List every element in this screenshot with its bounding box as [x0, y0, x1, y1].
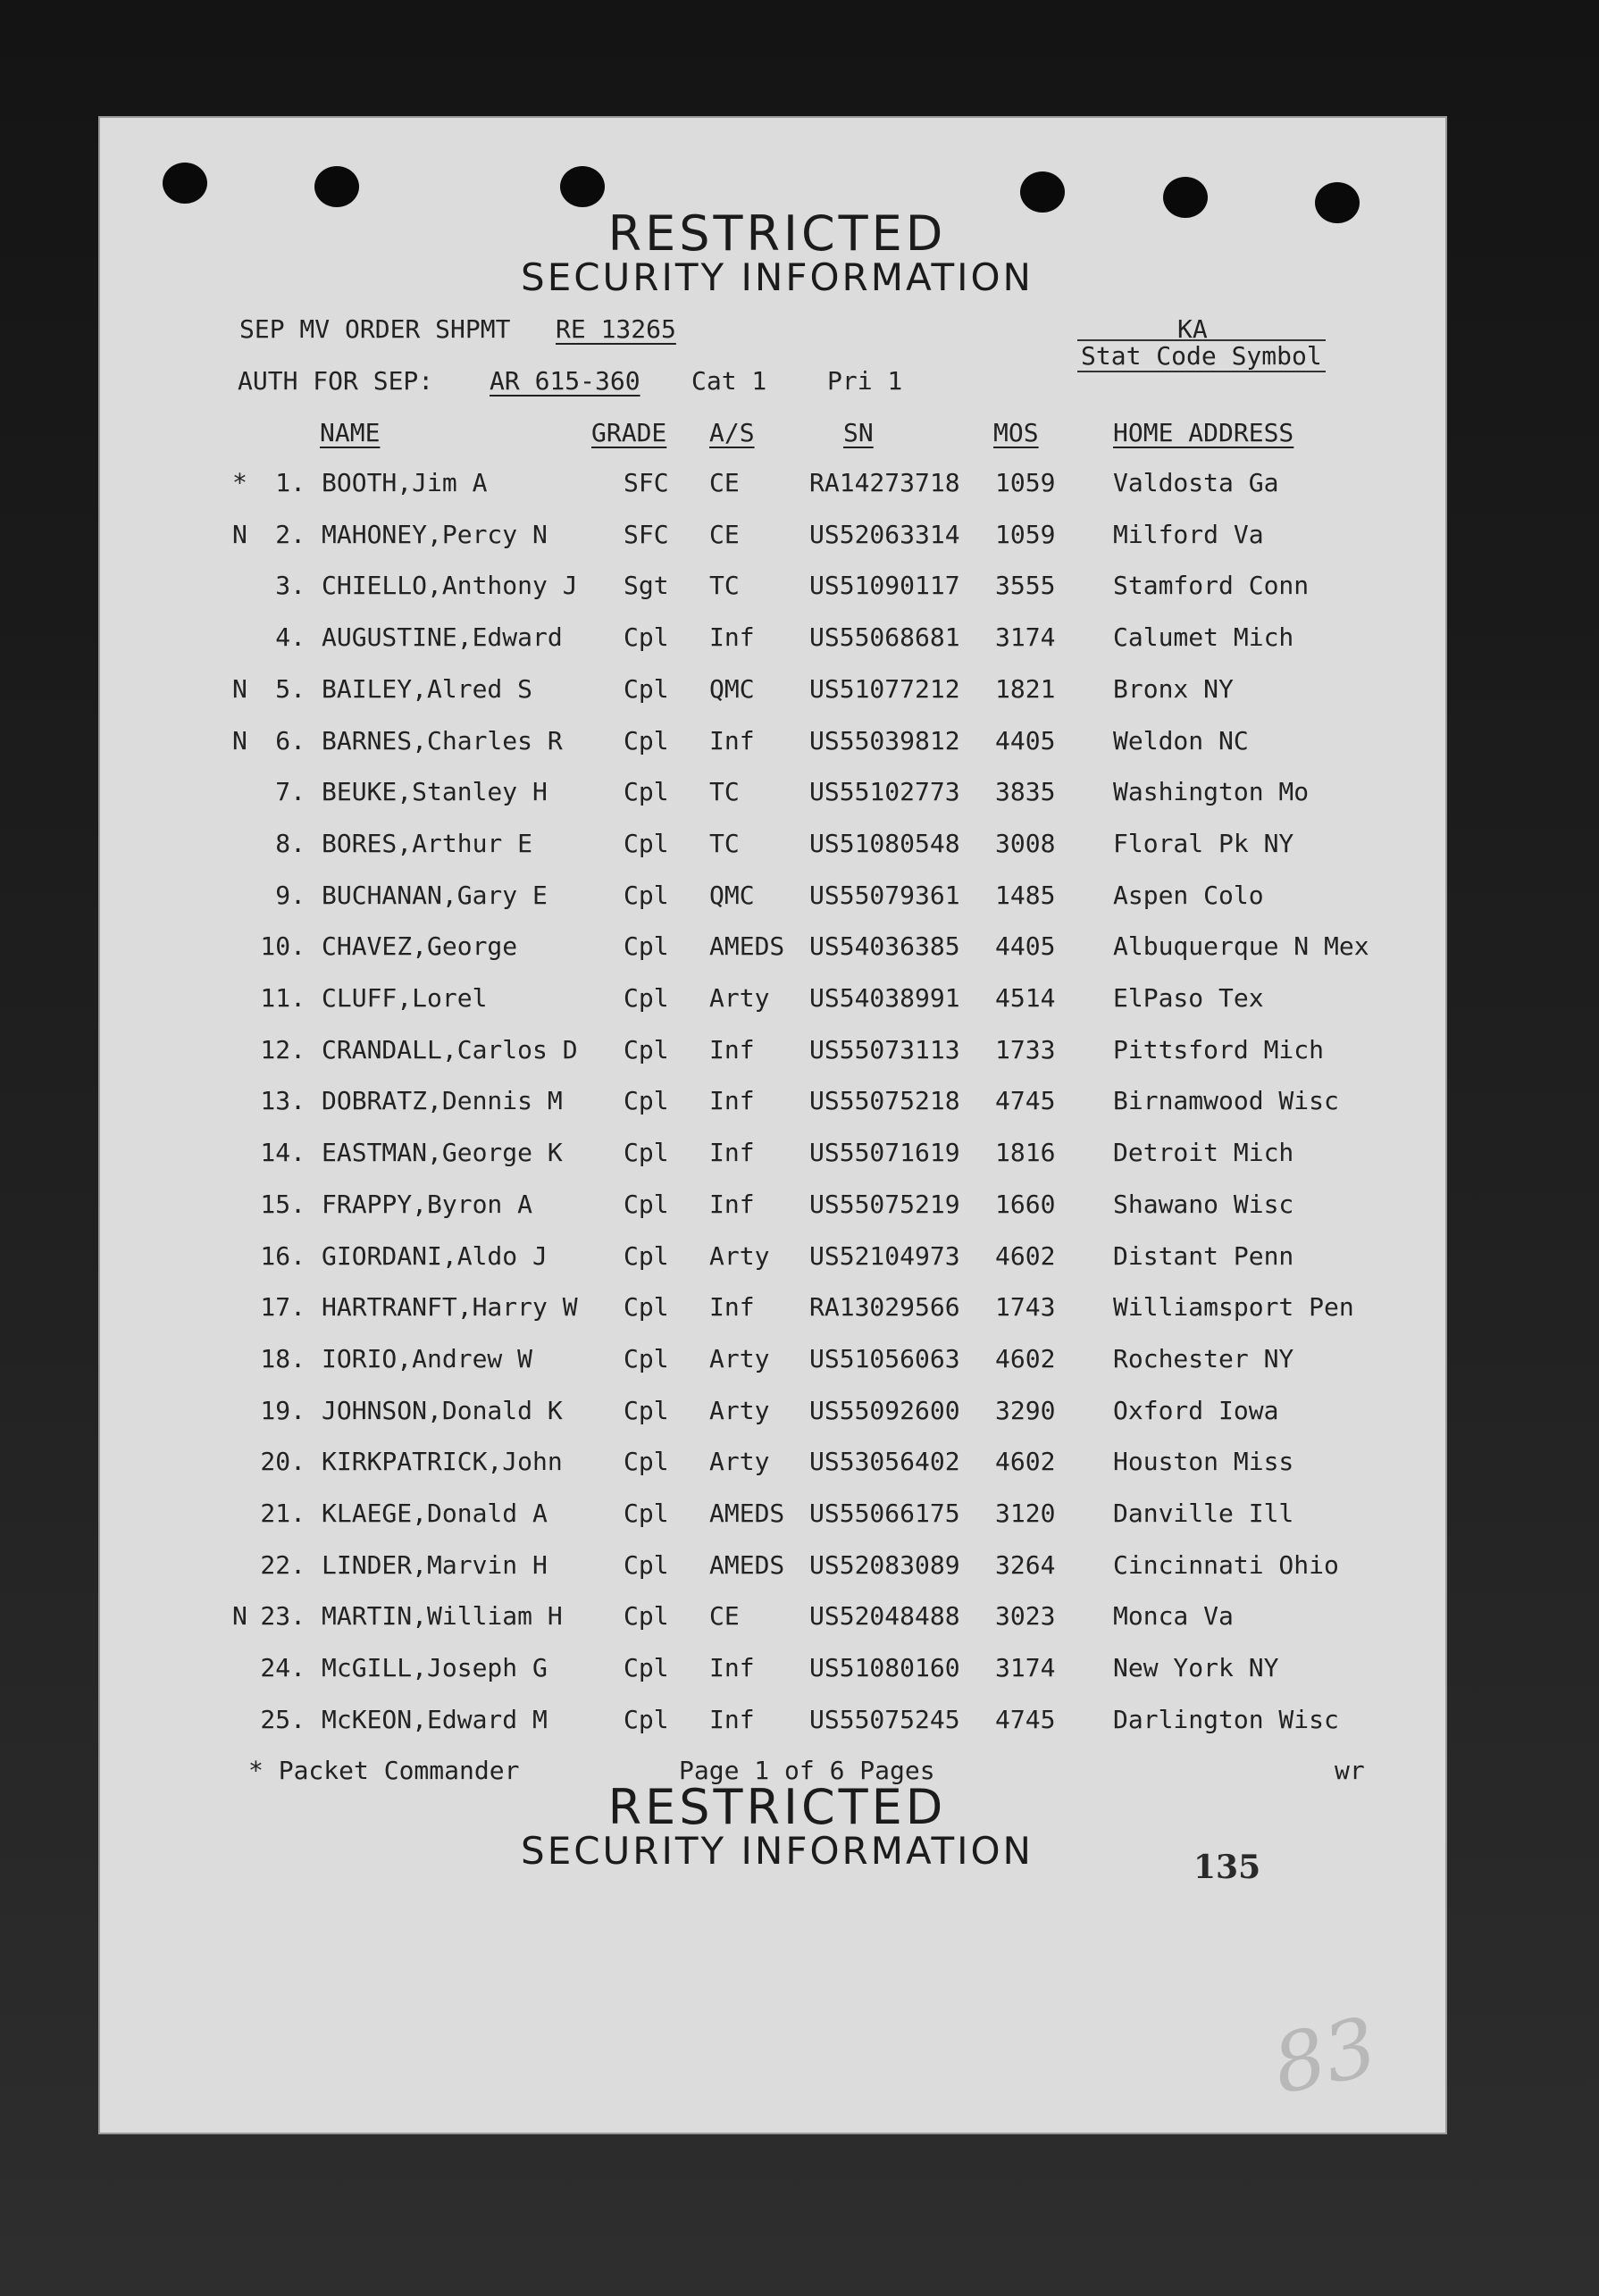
- priority: Pri 1: [827, 366, 903, 396]
- row-home-address: Houston Miss: [1113, 1447, 1294, 1476]
- row-arm-service: Arty: [709, 1241, 770, 1271]
- table-row: [98, 1396, 1447, 1432]
- restricted-stamp-top: RESTRICTED: [607, 205, 947, 262]
- row-serial-number: US52048488: [809, 1601, 960, 1631]
- table-row: [98, 1601, 1447, 1637]
- row-serial-number: US52083089: [809, 1550, 960, 1580]
- row-home-address: Weldon NC: [1113, 726, 1249, 756]
- row-name: MARTIN,William H: [322, 1601, 563, 1631]
- row-serial-number: US51080548: [809, 829, 960, 858]
- row-mos: 1821: [995, 674, 1056, 704]
- row-number: 1.: [275, 468, 306, 497]
- row-arm-service: Inf: [709, 1292, 755, 1322]
- row-number: 18.: [260, 1344, 306, 1373]
- row-arm-service: AMEDS: [709, 1499, 785, 1528]
- row-arm-service: Inf: [709, 622, 755, 652]
- table-row: [98, 881, 1447, 916]
- row-arm-service: CE: [709, 1601, 740, 1631]
- row-number: 6.: [275, 726, 306, 756]
- row-home-address: Stamford Conn: [1113, 571, 1310, 600]
- row-mark: N: [232, 520, 247, 549]
- row-arm-service: Inf: [709, 1705, 755, 1734]
- row-mos: 3023: [995, 1601, 1056, 1631]
- row-mos: 1059: [995, 520, 1056, 549]
- document-page: [98, 116, 1447, 2134]
- table-row: [98, 468, 1447, 504]
- row-number: 4.: [275, 622, 306, 652]
- row-name: HARTRANFT,Harry W: [322, 1292, 578, 1322]
- table-row: [98, 1086, 1447, 1122]
- table-row: [98, 622, 1447, 658]
- row-name: CLUFF,Lorel: [322, 983, 488, 1013]
- row-mos: 1660: [995, 1190, 1056, 1219]
- row-mos: 4405: [995, 931, 1056, 961]
- column-header-name: NAME: [320, 418, 381, 447]
- row-arm-service: Arty: [709, 983, 770, 1013]
- row-mos: 1733: [995, 1035, 1056, 1065]
- row-arm-service: Inf: [709, 726, 755, 756]
- auth-prefix: AUTH FOR SEP:: [238, 366, 434, 396]
- row-serial-number: US55073113: [809, 1035, 960, 1065]
- row-serial-number: US55075219: [809, 1190, 960, 1219]
- row-name: BORES,Arthur E: [322, 829, 533, 858]
- column-header-sn: SN: [843, 418, 874, 447]
- row-serial-number: US55079361: [809, 881, 960, 910]
- table-row: [98, 1705, 1447, 1741]
- row-mos: 1816: [995, 1138, 1056, 1167]
- row-home-address: Rochester NY: [1113, 1344, 1294, 1373]
- pencil-annotation: 83: [1265, 2000, 1386, 2113]
- row-arm-service: Inf: [709, 1653, 755, 1682]
- row-grade: Cpl: [624, 1086, 669, 1115]
- row-number: 12.: [260, 1035, 306, 1065]
- table-row: [98, 520, 1447, 555]
- row-grade: SFC: [624, 468, 669, 497]
- row-serial-number: US51056063: [809, 1344, 960, 1373]
- row-grade: Cpl: [624, 777, 669, 806]
- row-grade: Cpl: [624, 1653, 669, 1682]
- row-grade: Cpl: [624, 1344, 669, 1373]
- row-name: BUCHANAN,Gary E: [322, 881, 548, 910]
- row-arm-service: AMEDS: [709, 1550, 785, 1580]
- row-grade: Cpl: [624, 1292, 669, 1322]
- row-grade: Cpl: [624, 622, 669, 652]
- row-mos: 4602: [995, 1241, 1056, 1271]
- row-grade: Cpl: [624, 1138, 669, 1167]
- row-serial-number: US52063314: [809, 520, 960, 549]
- row-grade: Cpl: [624, 1396, 669, 1425]
- row-mos: 3555: [995, 571, 1056, 600]
- row-serial-number: US55075218: [809, 1086, 960, 1115]
- row-number: 14.: [260, 1138, 306, 1167]
- table-row: [98, 829, 1447, 864]
- column-header-home-address: HOME ADDRESS: [1113, 418, 1294, 447]
- row-serial-number: US53056402: [809, 1447, 960, 1476]
- row-home-address: ElPaso Tex: [1113, 983, 1264, 1013]
- row-arm-service: Arty: [709, 1344, 770, 1373]
- row-arm-service: Arty: [709, 1396, 770, 1425]
- row-number: 25.: [260, 1705, 306, 1734]
- punch-hole: [560, 166, 605, 207]
- row-grade: Sgt: [624, 571, 669, 600]
- security-information-stamp-top: SECURITY INFORMATION: [521, 255, 1034, 299]
- column-header-as: A/S: [709, 418, 755, 447]
- row-number: 7.: [275, 777, 306, 806]
- row-name: KIRKPATRICK,John: [322, 1447, 563, 1476]
- table-row: [98, 1344, 1447, 1380]
- row-name: BOOTH,Jim A: [322, 468, 488, 497]
- row-mos: 3008: [995, 829, 1056, 858]
- row-number: 23.: [260, 1601, 306, 1631]
- row-home-address: Cincinnati Ohio: [1113, 1550, 1339, 1580]
- row-name: LINDER,Marvin H: [322, 1550, 548, 1580]
- row-grade: Cpl: [624, 1601, 669, 1631]
- row-number: 24.: [260, 1653, 306, 1682]
- row-name: FRAPPY,Byron A: [322, 1190, 533, 1219]
- row-number: 20.: [260, 1447, 306, 1476]
- row-number: 15.: [260, 1190, 306, 1219]
- row-mos: 4514: [995, 983, 1056, 1013]
- row-grade: Cpl: [624, 983, 669, 1013]
- row-name: BEUKE,Stanley H: [322, 777, 548, 806]
- table-row: [98, 1190, 1447, 1225]
- row-mark: *: [232, 468, 247, 497]
- row-serial-number: US54036385: [809, 931, 960, 961]
- row-serial-number: RA13029566: [809, 1292, 960, 1322]
- row-number: 13.: [260, 1086, 306, 1115]
- row-number: 2.: [275, 520, 306, 549]
- row-name: McGILL,Joseph G: [322, 1653, 548, 1682]
- table-row: [98, 1447, 1447, 1482]
- row-number: 16.: [260, 1241, 306, 1271]
- row-arm-service: TC: [709, 777, 740, 806]
- row-home-address: Danville Ill: [1113, 1499, 1294, 1528]
- restricted-stamp-bottom: RESTRICTED: [607, 1779, 947, 1835]
- row-arm-service: TC: [709, 829, 740, 858]
- row-grade: Cpl: [624, 881, 669, 910]
- row-name: GIORDANI,Aldo J: [322, 1241, 548, 1271]
- row-home-address: Monca Va: [1113, 1601, 1234, 1631]
- row-mos: 4745: [995, 1086, 1056, 1115]
- row-mos: 3835: [995, 777, 1056, 806]
- row-name: KLAEGE,Donald A: [322, 1499, 548, 1528]
- row-grade: Cpl: [624, 674, 669, 704]
- row-name: BARNES,Charles R: [322, 726, 563, 756]
- row-grade: Cpl: [624, 829, 669, 858]
- row-mos: 1059: [995, 468, 1056, 497]
- table-row: [98, 931, 1447, 967]
- row-mos: 3120: [995, 1499, 1056, 1528]
- table-row: [98, 1292, 1447, 1328]
- row-name: IORIO,Andrew W: [322, 1344, 533, 1373]
- stat-code-label: Stat Code Symbol: [1077, 339, 1326, 372]
- row-serial-number: US55039812: [809, 726, 960, 756]
- row-name: EASTMAN,George K: [322, 1138, 563, 1167]
- row-number: 17.: [260, 1292, 306, 1322]
- row-arm-service: CE: [709, 468, 740, 497]
- row-arm-service: Inf: [709, 1086, 755, 1115]
- row-name: MAHONEY,Percy N: [322, 520, 548, 549]
- row-home-address: Detroit Mich: [1113, 1138, 1294, 1167]
- auth-regulation: AR 615-360: [490, 366, 640, 396]
- row-serial-number: US51090117: [809, 571, 960, 600]
- row-home-address: Williamsport Pen: [1113, 1292, 1354, 1322]
- security-information-stamp-bottom: SECURITY INFORMATION: [521, 1829, 1034, 1873]
- table-row: [98, 571, 1447, 606]
- order-prefix: SEP MV ORDER SHPMT: [239, 314, 511, 344]
- row-number: 9.: [275, 881, 306, 910]
- category: Cat 1: [691, 366, 767, 396]
- row-grade: Cpl: [624, 1241, 669, 1271]
- row-name: CRANDALL,Carlos D: [322, 1035, 578, 1065]
- table-row: [98, 726, 1447, 762]
- row-home-address: Pittsford Mich: [1113, 1035, 1325, 1065]
- row-arm-service: AMEDS: [709, 931, 785, 961]
- row-home-address: Shawano Wisc: [1113, 1190, 1294, 1219]
- page-info: Page 1 of 6 Pages: [679, 1756, 935, 1785]
- row-mark: N: [232, 1601, 247, 1631]
- row-serial-number: US52104973: [809, 1241, 960, 1271]
- row-home-address: Albuquerque N Mex: [1113, 931, 1369, 961]
- column-header-mos: MOS: [993, 418, 1039, 447]
- row-number: 11.: [260, 983, 306, 1013]
- table-row: [98, 983, 1447, 1019]
- row-mos: 3264: [995, 1550, 1056, 1580]
- table-row: [98, 674, 1447, 710]
- row-serial-number: US51077212: [809, 674, 960, 704]
- row-grade: Cpl: [624, 726, 669, 756]
- column-header-grade: GRADE: [591, 418, 667, 447]
- order-number: RE 13265: [556, 314, 676, 344]
- row-name: DOBRATZ,Dennis M: [322, 1086, 563, 1115]
- row-grade: Cpl: [624, 1499, 669, 1528]
- table-row: [98, 1653, 1447, 1689]
- row-mark: N: [232, 674, 247, 704]
- row-name: CHIELLO,Anthony J: [322, 571, 578, 600]
- punch-hole: [163, 163, 207, 204]
- row-serial-number: US55092600: [809, 1396, 960, 1425]
- row-number: 5.: [275, 674, 306, 704]
- row-arm-service: QMC: [709, 881, 755, 910]
- row-mos: 3174: [995, 622, 1056, 652]
- row-number: 22.: [260, 1550, 306, 1580]
- table-row: [98, 777, 1447, 813]
- row-arm-service: Inf: [709, 1190, 755, 1219]
- row-grade: Cpl: [624, 1035, 669, 1065]
- row-number: 8.: [275, 829, 306, 858]
- row-serial-number: US55071619: [809, 1138, 960, 1167]
- row-home-address: Distant Penn: [1113, 1241, 1294, 1271]
- row-mos: 3174: [995, 1653, 1056, 1682]
- row-name: AUGUSTINE,Edward: [322, 622, 563, 652]
- table-row: [98, 1241, 1447, 1277]
- row-mos: 4602: [995, 1344, 1056, 1373]
- row-arm-service: Inf: [709, 1035, 755, 1065]
- row-arm-service: TC: [709, 571, 740, 600]
- row-serial-number: US51080160: [809, 1653, 960, 1682]
- row-home-address: Floral Pk NY: [1113, 829, 1294, 858]
- row-grade: Cpl: [624, 931, 669, 961]
- table-row: [98, 1035, 1447, 1071]
- stat-code-value: KA: [1177, 314, 1208, 344]
- row-home-address: Bronx NY: [1113, 674, 1234, 704]
- row-mos: 4602: [995, 1447, 1056, 1476]
- row-serial-number: US55068681: [809, 622, 960, 652]
- row-serial-number: RA14273718: [809, 468, 960, 497]
- page-number: 135: [1193, 1849, 1261, 1886]
- row-name: JOHNSON,Donald K: [322, 1396, 563, 1425]
- table-row: [98, 1138, 1447, 1173]
- row-serial-number: US55066175: [809, 1499, 960, 1528]
- row-serial-number: US55102773: [809, 777, 960, 806]
- row-home-address: Calumet Mich: [1113, 622, 1294, 652]
- row-serial-number: US55075245: [809, 1705, 960, 1734]
- row-home-address: Oxford Iowa: [1113, 1396, 1279, 1425]
- typist-initials: wr: [1335, 1756, 1365, 1785]
- row-home-address: Birnamwood Wisc: [1113, 1086, 1339, 1115]
- punch-hole: [314, 166, 359, 207]
- row-grade: Cpl: [624, 1190, 669, 1219]
- row-number: 3.: [275, 571, 306, 600]
- row-name: CHAVEZ,George: [322, 931, 518, 961]
- row-mos: 4745: [995, 1705, 1056, 1734]
- row-arm-service: QMC: [709, 674, 755, 704]
- footnote: * Packet Commander: [248, 1756, 520, 1785]
- punch-hole: [1315, 182, 1360, 223]
- row-grade: SFC: [624, 520, 669, 549]
- row-arm-service: Inf: [709, 1138, 755, 1167]
- row-home-address: Darlington Wisc: [1113, 1705, 1339, 1734]
- punch-hole: [1163, 177, 1208, 218]
- row-arm-service: CE: [709, 520, 740, 549]
- row-home-address: Washington Mo: [1113, 777, 1310, 806]
- row-home-address: Milford Va: [1113, 520, 1264, 549]
- row-home-address: Aspen Colo: [1113, 881, 1264, 910]
- table-row: [98, 1550, 1447, 1586]
- row-number: 19.: [260, 1396, 306, 1425]
- row-mos: 4405: [995, 726, 1056, 756]
- row-home-address: New York NY: [1113, 1653, 1279, 1682]
- row-mos: 1485: [995, 881, 1056, 910]
- row-mos: 1743: [995, 1292, 1056, 1322]
- row-home-address: Valdosta Ga: [1113, 468, 1279, 497]
- row-grade: Cpl: [624, 1705, 669, 1734]
- table-row: [98, 1499, 1447, 1534]
- row-name: BAILEY,Alred S: [322, 674, 533, 704]
- row-serial-number: US54038991: [809, 983, 960, 1013]
- row-number: 10.: [260, 931, 306, 961]
- row-grade: Cpl: [624, 1447, 669, 1476]
- row-mos: 3290: [995, 1396, 1056, 1425]
- row-number: 21.: [260, 1499, 306, 1528]
- row-grade: Cpl: [624, 1550, 669, 1580]
- row-name: McKEON,Edward M: [322, 1705, 548, 1734]
- row-arm-service: Arty: [709, 1447, 770, 1476]
- row-mark: N: [232, 726, 247, 756]
